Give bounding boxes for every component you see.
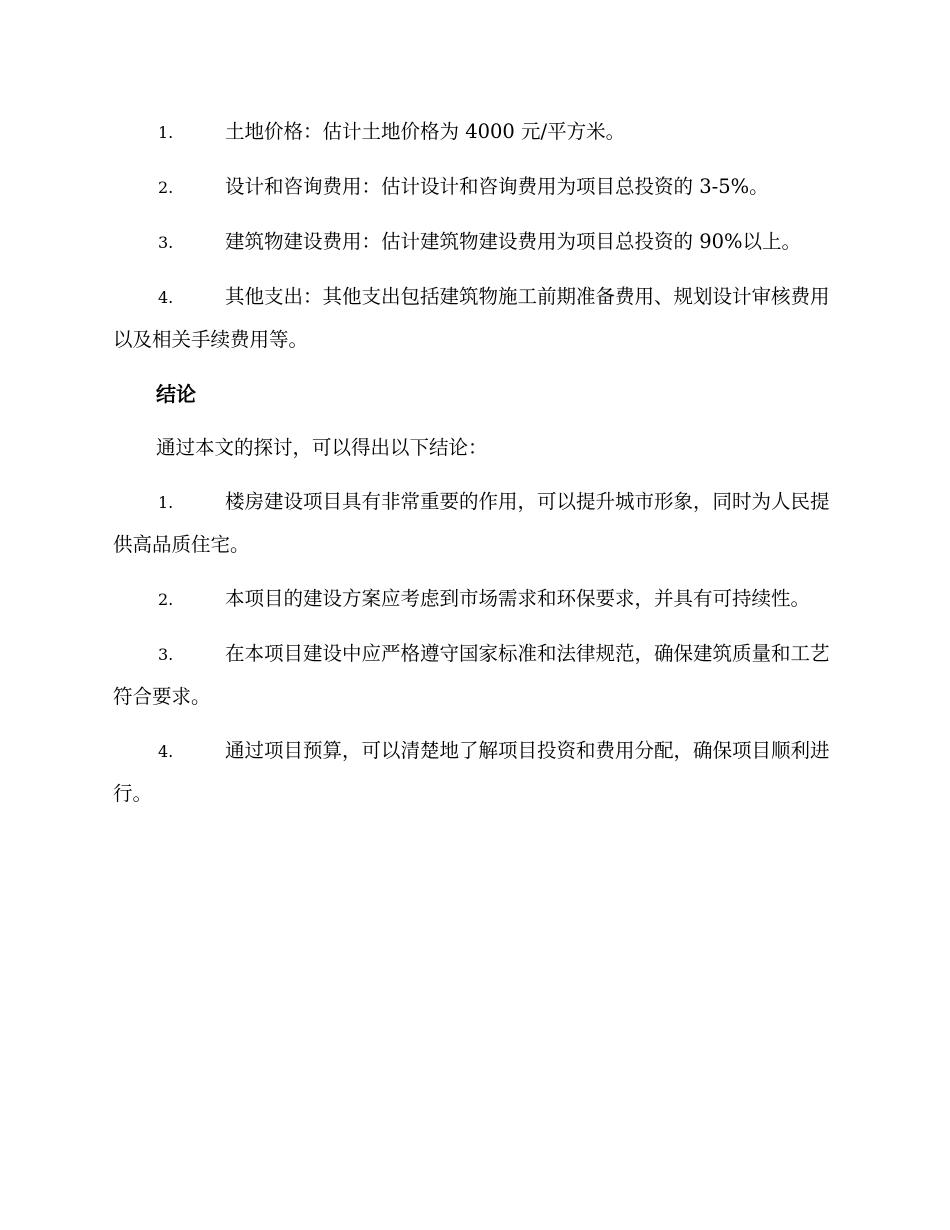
list-number: 4. xyxy=(158,288,174,307)
list-text: 设计和咨询费用：估计设计和咨询费用为项目总投资的 3-5%。 xyxy=(225,175,769,198)
conclusion-intro: 通过本文的探讨，可以得出以下结论： xyxy=(156,436,488,459)
list-number: 2. xyxy=(158,178,174,197)
list-item xyxy=(113,481,835,566)
list-text: 通过项目预算，可以清楚地了解项目投资和费用分配，确保项目顺利进行。 xyxy=(113,739,830,805)
list-item xyxy=(113,578,835,621)
list-number: 3. xyxy=(158,645,174,664)
list-number: 1. xyxy=(158,123,174,142)
list-text: 建筑物建设费用：估计建筑物建设费用为项目总投资的 90%以上。 xyxy=(225,230,802,253)
list-item xyxy=(113,111,835,154)
list-item xyxy=(113,730,835,815)
list-text: 本项目的建设方案应考虑到市场需求和环保要求，并具有可持续性。 xyxy=(225,587,811,610)
list-number: 1. xyxy=(158,493,174,512)
list-item xyxy=(113,166,835,209)
list-item xyxy=(113,221,835,264)
section-heading: 结论 xyxy=(156,382,196,406)
list-number: 2. xyxy=(158,590,174,609)
list-item xyxy=(113,633,835,718)
list-text: 土地价格：估计土地价格为 4000 元/平方米。 xyxy=(225,120,626,143)
list-item xyxy=(113,276,835,361)
list-text: 其他支出：其他支出包括建筑物施工前期准备费用、规划设计审核费用以及相关手续费用等。 xyxy=(113,285,830,351)
list-text: 楼房建设项目具有非常重要的作用，可以提升城市形象，同时为人民提供高品质住宅。 xyxy=(113,490,830,556)
list-text: 在本项目建设中应严格遵守国家标准和法律规范，确保建筑质量和工艺符合要求。 xyxy=(113,642,830,708)
list-number: 4. xyxy=(158,742,174,761)
document-page xyxy=(113,111,835,827)
list-number: 3. xyxy=(158,233,174,252)
